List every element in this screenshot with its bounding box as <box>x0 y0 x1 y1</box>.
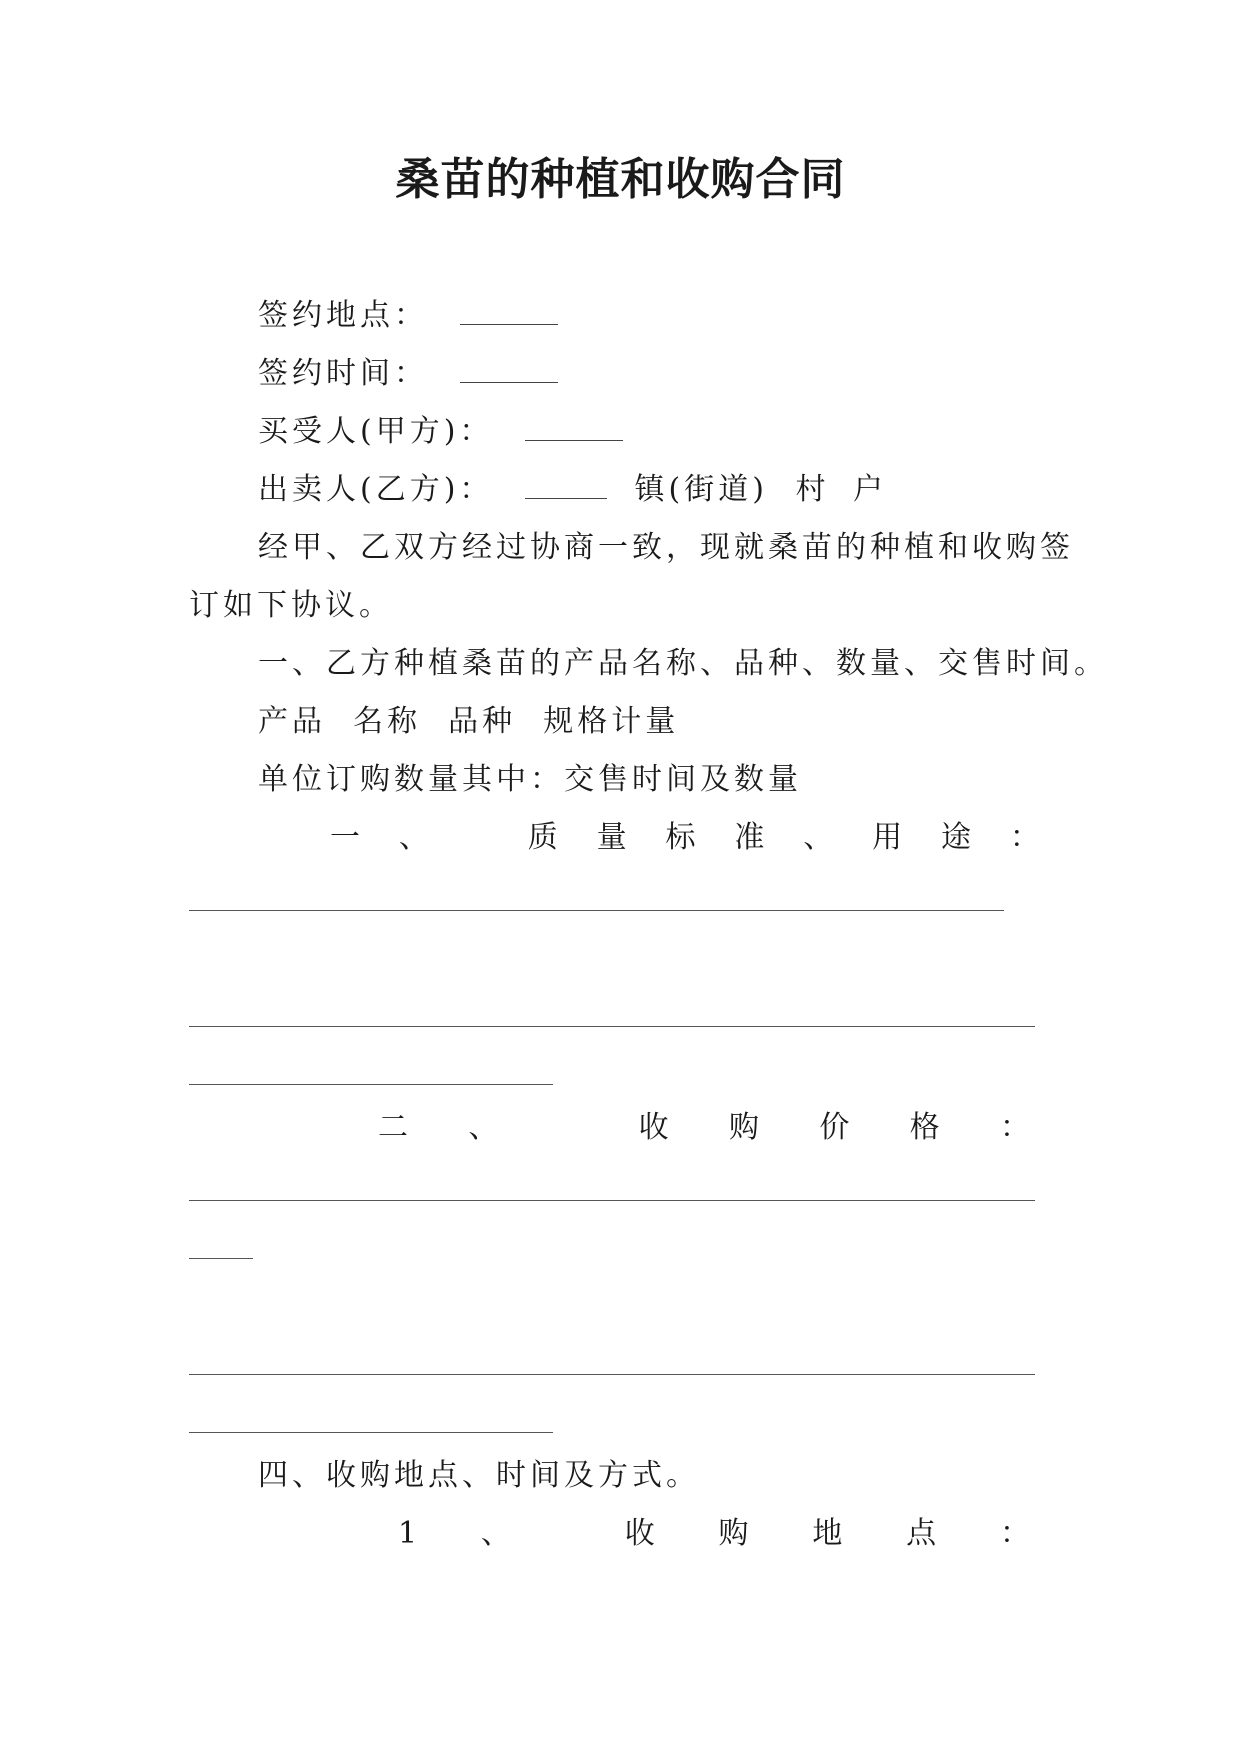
seller-household-label: 户 <box>853 472 888 507</box>
price-char: 收 <box>638 1110 669 1145</box>
quality-char: 质 <box>527 820 558 855</box>
place-char: ： <box>999 1516 1030 1551</box>
price-blank-line[interactable] <box>189 1432 553 1433</box>
quality-blank-line[interactable] <box>189 1026 1035 1027</box>
price-blank-line[interactable] <box>189 1374 1035 1375</box>
price-char: 价 <box>819 1110 850 1145</box>
sign-place-label: 签约地点： <box>258 298 428 333</box>
quality-char: 途 <box>941 820 971 855</box>
place-char: 收 <box>624 1516 655 1551</box>
purchase-place-heading <box>398 1514 1030 1554</box>
section-1-heading: 一、乙方种植桑苗的产品名称、品种、数量、交售时间。 <box>258 646 1108 681</box>
sign-time-label: 签约时间： <box>258 356 428 391</box>
place-char: 1 <box>398 1516 418 1551</box>
quality-char: 量 <box>596 820 627 855</box>
intro-line-2: 订如下协议。 <box>189 588 393 623</box>
quality-char: 一 <box>330 820 360 855</box>
quality-char: ： <box>1009 820 1040 855</box>
section-4-heading: 四、收购地点、时间及方式。 <box>258 1458 700 1493</box>
price-blank-line[interactable] <box>189 1200 1035 1201</box>
sign-time-row <box>258 354 558 394</box>
quality-heading <box>330 818 1040 858</box>
quality-char: 用 <box>872 820 903 855</box>
quality-blank-line[interactable] <box>189 910 1004 911</box>
sign-time-blank[interactable] <box>460 362 558 383</box>
seller-label: 出卖人(乙方)： <box>258 472 494 507</box>
seller-blank[interactable] <box>525 478 607 499</box>
quality-char: 、 <box>398 820 429 855</box>
document-title: 桑苗的种植和收购合同 <box>395 154 846 205</box>
quality-blank-line[interactable] <box>189 1084 553 1085</box>
price-char: 二 <box>378 1110 408 1145</box>
quality-char: 、 <box>803 820 834 855</box>
seller-village-label: 村 <box>795 472 830 507</box>
price-heading <box>378 1108 1030 1148</box>
price-char: ： <box>999 1110 1030 1145</box>
seller-row <box>258 470 887 510</box>
place-char: 购 <box>718 1516 749 1551</box>
place-char: 、 <box>480 1516 511 1551</box>
seller-town-label: 镇(街道) <box>634 472 768 507</box>
buyer-row <box>258 412 623 452</box>
price-char: 购 <box>728 1110 759 1145</box>
place-char: 地 <box>812 1516 843 1551</box>
intro-line-1: 经甲、乙双方经过协商一致，现就桑苗的种植和收购签 <box>258 530 1074 565</box>
price-char: 格 <box>909 1110 940 1145</box>
quality-char: 准 <box>734 820 765 855</box>
buyer-label: 买受人(甲方)： <box>258 414 494 449</box>
sign-place-row <box>258 296 558 336</box>
table-header-1: 产品 名称 品种 规格计量 <box>258 704 680 739</box>
price-blank-line[interactable] <box>189 1258 253 1259</box>
buyer-blank[interactable] <box>525 420 623 441</box>
table-header-2: 单位订购数量其中：交售时间及数量 <box>258 762 802 797</box>
place-char: 点 <box>906 1516 937 1551</box>
price-char: 、 <box>468 1110 499 1145</box>
quality-char: 标 <box>665 820 696 855</box>
sign-place-blank[interactable] <box>460 304 558 325</box>
